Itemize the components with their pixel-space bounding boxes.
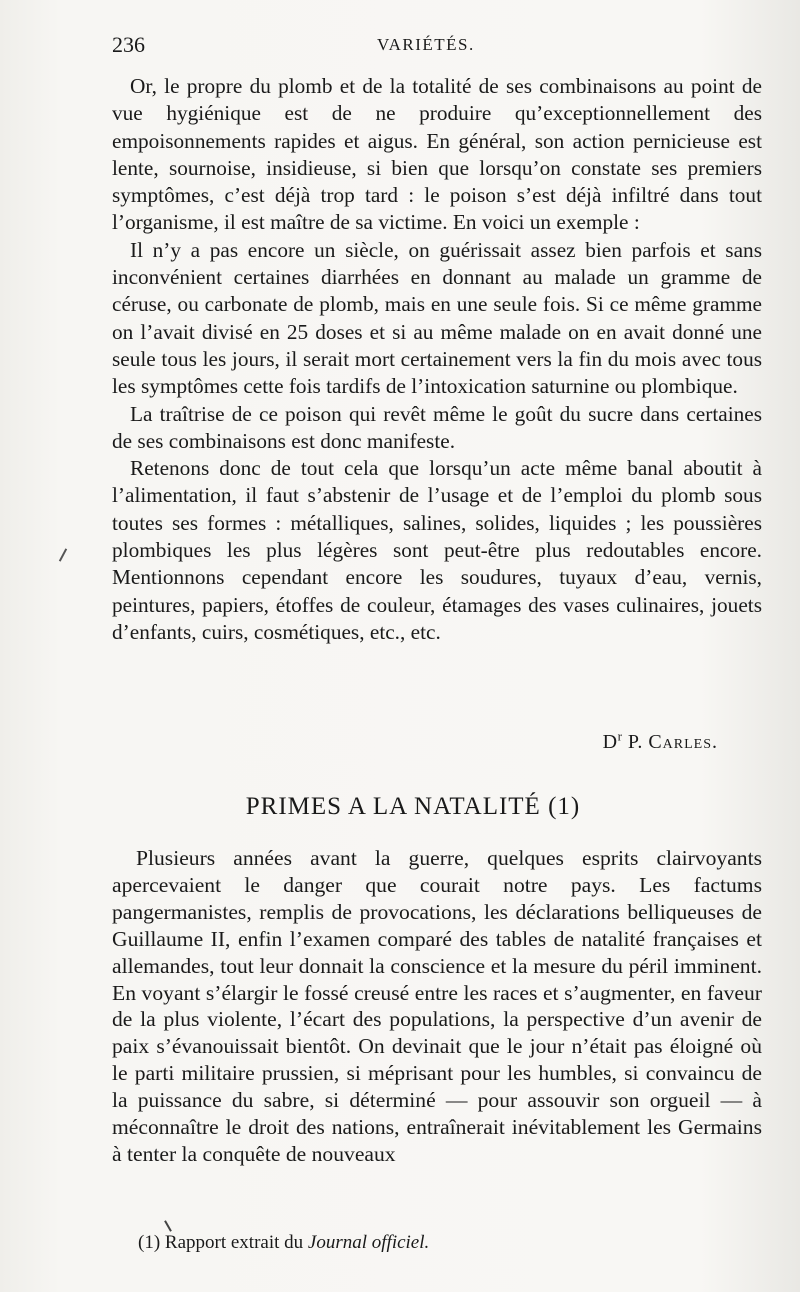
article-lead-poisoning-body (112, 73, 762, 646)
article-natality-body (112, 845, 762, 1168)
footnote-source: Journal officiel. (307, 1232, 430, 1253)
footnote-marker: (1) (138, 1232, 161, 1253)
page-number: 236 (112, 32, 145, 57)
signature-title: D (602, 731, 618, 753)
paragraph: Retenons donc de tout cela que lorsqu’un acte même banal aboutit à l’alimentation, il faut s’abstenir de l’usage et de l’emploi du plomb sous toutes ses formes : métalliques, salines, solides, liquides ; les poussières plombiques les plus légères sont peut-être plus redoutables encore. Mentionnons cependant encore les soudures, tuyaux d’eau, vernis, peintures, papiers, étoffes de couleur, étamages des vases culinaires, jouets d’enfants, cuirs, cosmétiques, etc., etc. (112, 456, 762, 644)
paragraph: Or, le propre du plomb et de la totalité de ses combinaisons au point de vue hygiénique est de ne produire qu’exceptionnellement des empoisonnements rapides et aigus. En général, son action pernicieuse est lente, sournoise, insidieuse, si bien que lorsqu’on constate ses premiers symptômes, c’est déjà trop tard : le poison s’est déjà infiltré dans tout l’organisme, il est maître de sa victime. En voici un exemple : (112, 74, 762, 235)
section-title (0, 793, 800, 821)
footnote-text: Rapport extrait du (164, 1232, 304, 1253)
paragraph: Plusieurs années avant la guerre, quelques esprits clairvoyants apercevaient le danger que courait notre pays. Les factums pangermanistes, remplis de provocations, les déclarations belliqueuses de Guillaume II, enfin l’examen comparé des tables de natalité françaises et allemandes, tout leur donnait la conscience et la mesure du péril imminent. En voyant s’élargir le fossé creusé entre les races et s’augmenter, en faveur de la plus violente, l’écart des populations, la perspective d’un avenir de paix s’évanouissait bientôt. On devinait que le jour n’était pas éloigné où le parti militaire prussien, si méprisant pour les humbles, si convaincu de la puissance du sabre, si déterminé — pour assouvir son orgueil — à méconnaître le droit des nations, entraînerait inévitablement les Germains à tenter la conquête de nouveaux (112, 846, 762, 1166)
section-title-text: PRIMES A LA NATALITÉ (245, 793, 541, 820)
signature-title-sup: r (617, 728, 623, 744)
page-header (112, 32, 762, 62)
paragraph: Il n’y a pas encore un siècle, on guérissait assez bien parfois et sans inconvénient certaines diarrhées en donnant au malade un gramme de céruse, ou carbonate de plomb, mais en une seule fois. Si ce même gramme on l’avait divisé en 25 doses et si au même malade on en avait donné une seule tous les jours, il serait mort certainement vers la fin du mois avec tous les symptômes cette fois tardifs de l’intoxication saturnine ou plombique. (112, 237, 762, 399)
signature-surname: Carles. (648, 731, 718, 753)
section-title-note-ref: (1) (548, 793, 581, 820)
footnote (138, 1232, 429, 1254)
running-head: VARIÉTÉS. (377, 35, 475, 54)
author-signature (602, 728, 718, 754)
margin-mark (164, 1220, 172, 1231)
margin-mark (59, 548, 67, 561)
signature-initial: P. (627, 731, 643, 753)
paragraph: La traîtrise de ce poison qui revêt même le goût du sucre dans certaines de ses combinaisons est donc manifeste. (112, 401, 762, 453)
